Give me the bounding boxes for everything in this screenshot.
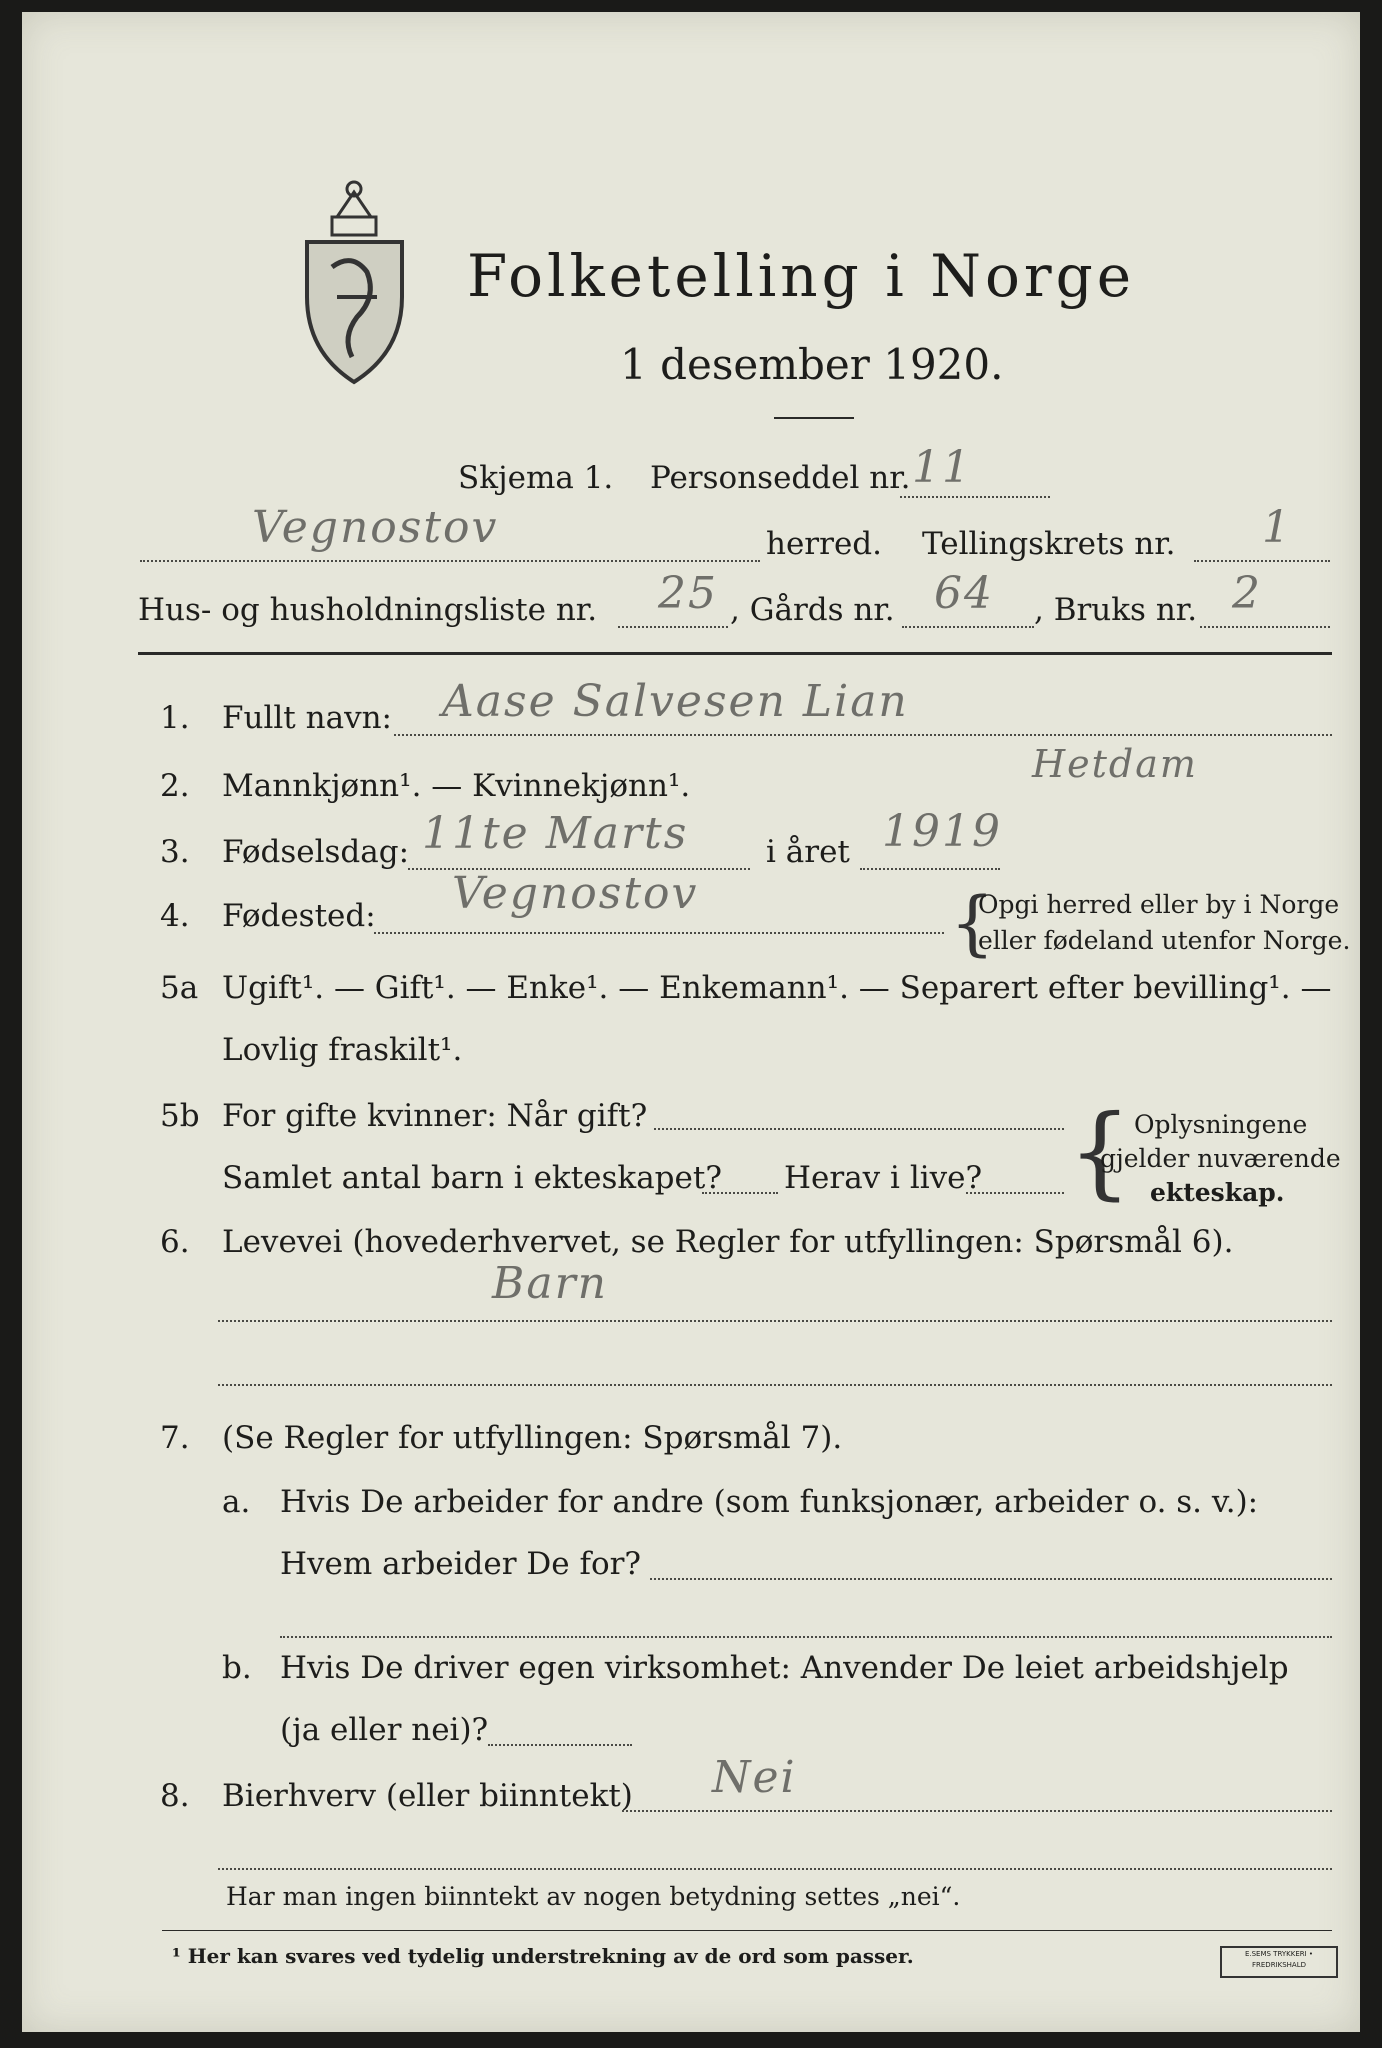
q6-number: 6. <box>160 1224 190 1260</box>
q6-value: Barn <box>492 1258 608 1309</box>
q3-value: 11te Marts <box>422 808 689 859</box>
gards-label: , Gårds nr. <box>730 592 895 628</box>
q5a-label: Ugift¹. — Gift¹. — Enke¹. — Enkemann¹. — Separert efter bevilling¹. — <box>222 970 1332 1006</box>
q1-number: 1. <box>160 700 190 736</box>
q7a-number: a. <box>222 1484 251 1520</box>
q4-number: 4. <box>160 898 190 934</box>
q5b-note-line1: Oplysningene <box>1134 1110 1308 1139</box>
personseddel-label: Personseddel nr. <box>650 460 911 496</box>
q7a-field-line1[interactable] <box>650 1578 1332 1580</box>
footnote: ¹ Her kan svares ved tydelig understrekning av de ord som passer. <box>172 1944 914 1968</box>
q5a-number: 5a <box>160 970 199 1006</box>
q7-number: 7. <box>160 1420 190 1456</box>
q7-label: (Se Regler for utfyllingen: Spørsmål 7). <box>222 1420 843 1456</box>
q2-label: Mannkjønn¹. — Kvinnekjønn¹. <box>222 768 691 804</box>
coat-of-arms-icon <box>297 177 412 387</box>
printer-stamp: E.SEMS TRYKKERI • FREDRIKSHALD <box>1220 1946 1338 1978</box>
q7b-number: b. <box>222 1650 252 1686</box>
q5b-married-field[interactable] <box>654 1128 1064 1130</box>
form-title: Folketelling i Norge <box>467 242 1136 310</box>
q3-year-field[interactable] <box>860 868 1000 870</box>
title-divider <box>774 417 854 419</box>
q3-year-label: i året <box>766 834 850 870</box>
census-date: 1 desember 1920. <box>620 340 1004 389</box>
q5b-note-line2: gjelder nuværende <box>1100 1144 1341 1173</box>
tellingskrets-value: 1 <box>1262 502 1292 553</box>
bruks-label: , Bruks nr. <box>1034 592 1198 628</box>
q1-field[interactable] <box>394 734 1332 736</box>
q5b-alive-label: Herav i live? <box>784 1160 983 1196</box>
q6-field-line1[interactable] <box>218 1320 1332 1322</box>
q8-field-line2[interactable] <box>218 1868 1332 1870</box>
q7a-label-continued: Hvem arbeider De for? <box>280 1546 642 1582</box>
q5b-label: For gifte kvinner: Når gift? <box>222 1098 648 1134</box>
q5b-note-line3: ekteskap. <box>1150 1178 1285 1207</box>
q7b-label-continued: (ja eller nei)? <box>280 1712 489 1748</box>
q4-field[interactable] <box>374 932 944 934</box>
husliste-field[interactable] <box>618 626 728 628</box>
husliste-label: Hus- og husholdningsliste nr. <box>138 592 598 628</box>
q5b-children-label: Samlet antal barn i ekteskapet? <box>222 1160 722 1196</box>
q3-label: Fødselsdag: <box>222 834 410 870</box>
q8-label: Bierhverv (eller biinntekt) <box>222 1778 633 1814</box>
q7a-label: Hvis De arbeider for andre (som funksjonær, arbeider o. s. v.): <box>280 1484 1259 1520</box>
gards-field[interactable] <box>902 626 1034 628</box>
q7a-field-line2[interactable] <box>280 1636 1332 1638</box>
footnote-rule <box>162 1930 1332 1931</box>
q5b-note-brace: { <box>1068 1093 1132 1210</box>
q8-field-line1[interactable] <box>622 1810 1332 1812</box>
header-rule <box>138 652 1332 655</box>
q4-note-line2: eller fødeland utenfor Norge. <box>978 926 1351 955</box>
q8-value: Nei <box>712 1752 797 1803</box>
census-form-page <box>22 12 1360 2032</box>
husliste-value: 25 <box>658 568 718 619</box>
q5b-children-field[interactable] <box>702 1192 778 1194</box>
personseddel-field[interactable] <box>900 496 1050 498</box>
q2-number: 2. <box>160 768 190 804</box>
herred-field[interactable] <box>140 560 760 562</box>
q4-note-line1: Opgi herred eller by i Norge <box>978 890 1340 919</box>
q8-note: Har man ingen biinntekt av nogen betydning settes „nei“. <box>226 1882 961 1911</box>
q8-number: 8. <box>160 1778 190 1814</box>
bruks-field[interactable] <box>1200 626 1330 628</box>
q6-field-line2[interactable] <box>218 1384 1332 1386</box>
q5a-label-continued: Lovlig fraskilt¹. <box>222 1032 463 1068</box>
tellingskrets-label: Tellingskrets nr. <box>922 526 1176 562</box>
q3-year-value: 1919 <box>882 806 1002 857</box>
gards-value: 64 <box>934 568 994 619</box>
q3-number: 3. <box>160 834 190 870</box>
personseddel-value: 11 <box>912 442 972 493</box>
q7b-label: Hvis De driver egen virksomhet: Anvender De leiet arbeidshjelp <box>280 1650 1289 1686</box>
q4-label: Fødested: <box>222 898 376 934</box>
tellingskrets-field[interactable] <box>1194 560 1330 562</box>
q5b-alive-field[interactable] <box>966 1192 1064 1194</box>
q1-value: Aase Salvesen Lian <box>442 676 909 727</box>
herred-label: herred. <box>766 526 882 562</box>
q6-label: Levevei (hovederhvervet, se Regler for utfyllingen: Spørsmål 6). <box>222 1224 1234 1260</box>
q7b-field[interactable] <box>488 1744 632 1746</box>
q4-note-brace: { <box>950 882 995 964</box>
q5b-number: 5b <box>160 1098 200 1134</box>
q1-label: Fullt navn: <box>222 700 392 736</box>
bruks-value: 2 <box>1232 568 1262 619</box>
q1-value-secondary: Hetdam <box>1032 742 1198 786</box>
skjema-label: Skjema 1. <box>458 460 614 496</box>
herred-value: Vegnostov <box>252 502 499 553</box>
q4-value: Vegnostov <box>452 868 699 919</box>
